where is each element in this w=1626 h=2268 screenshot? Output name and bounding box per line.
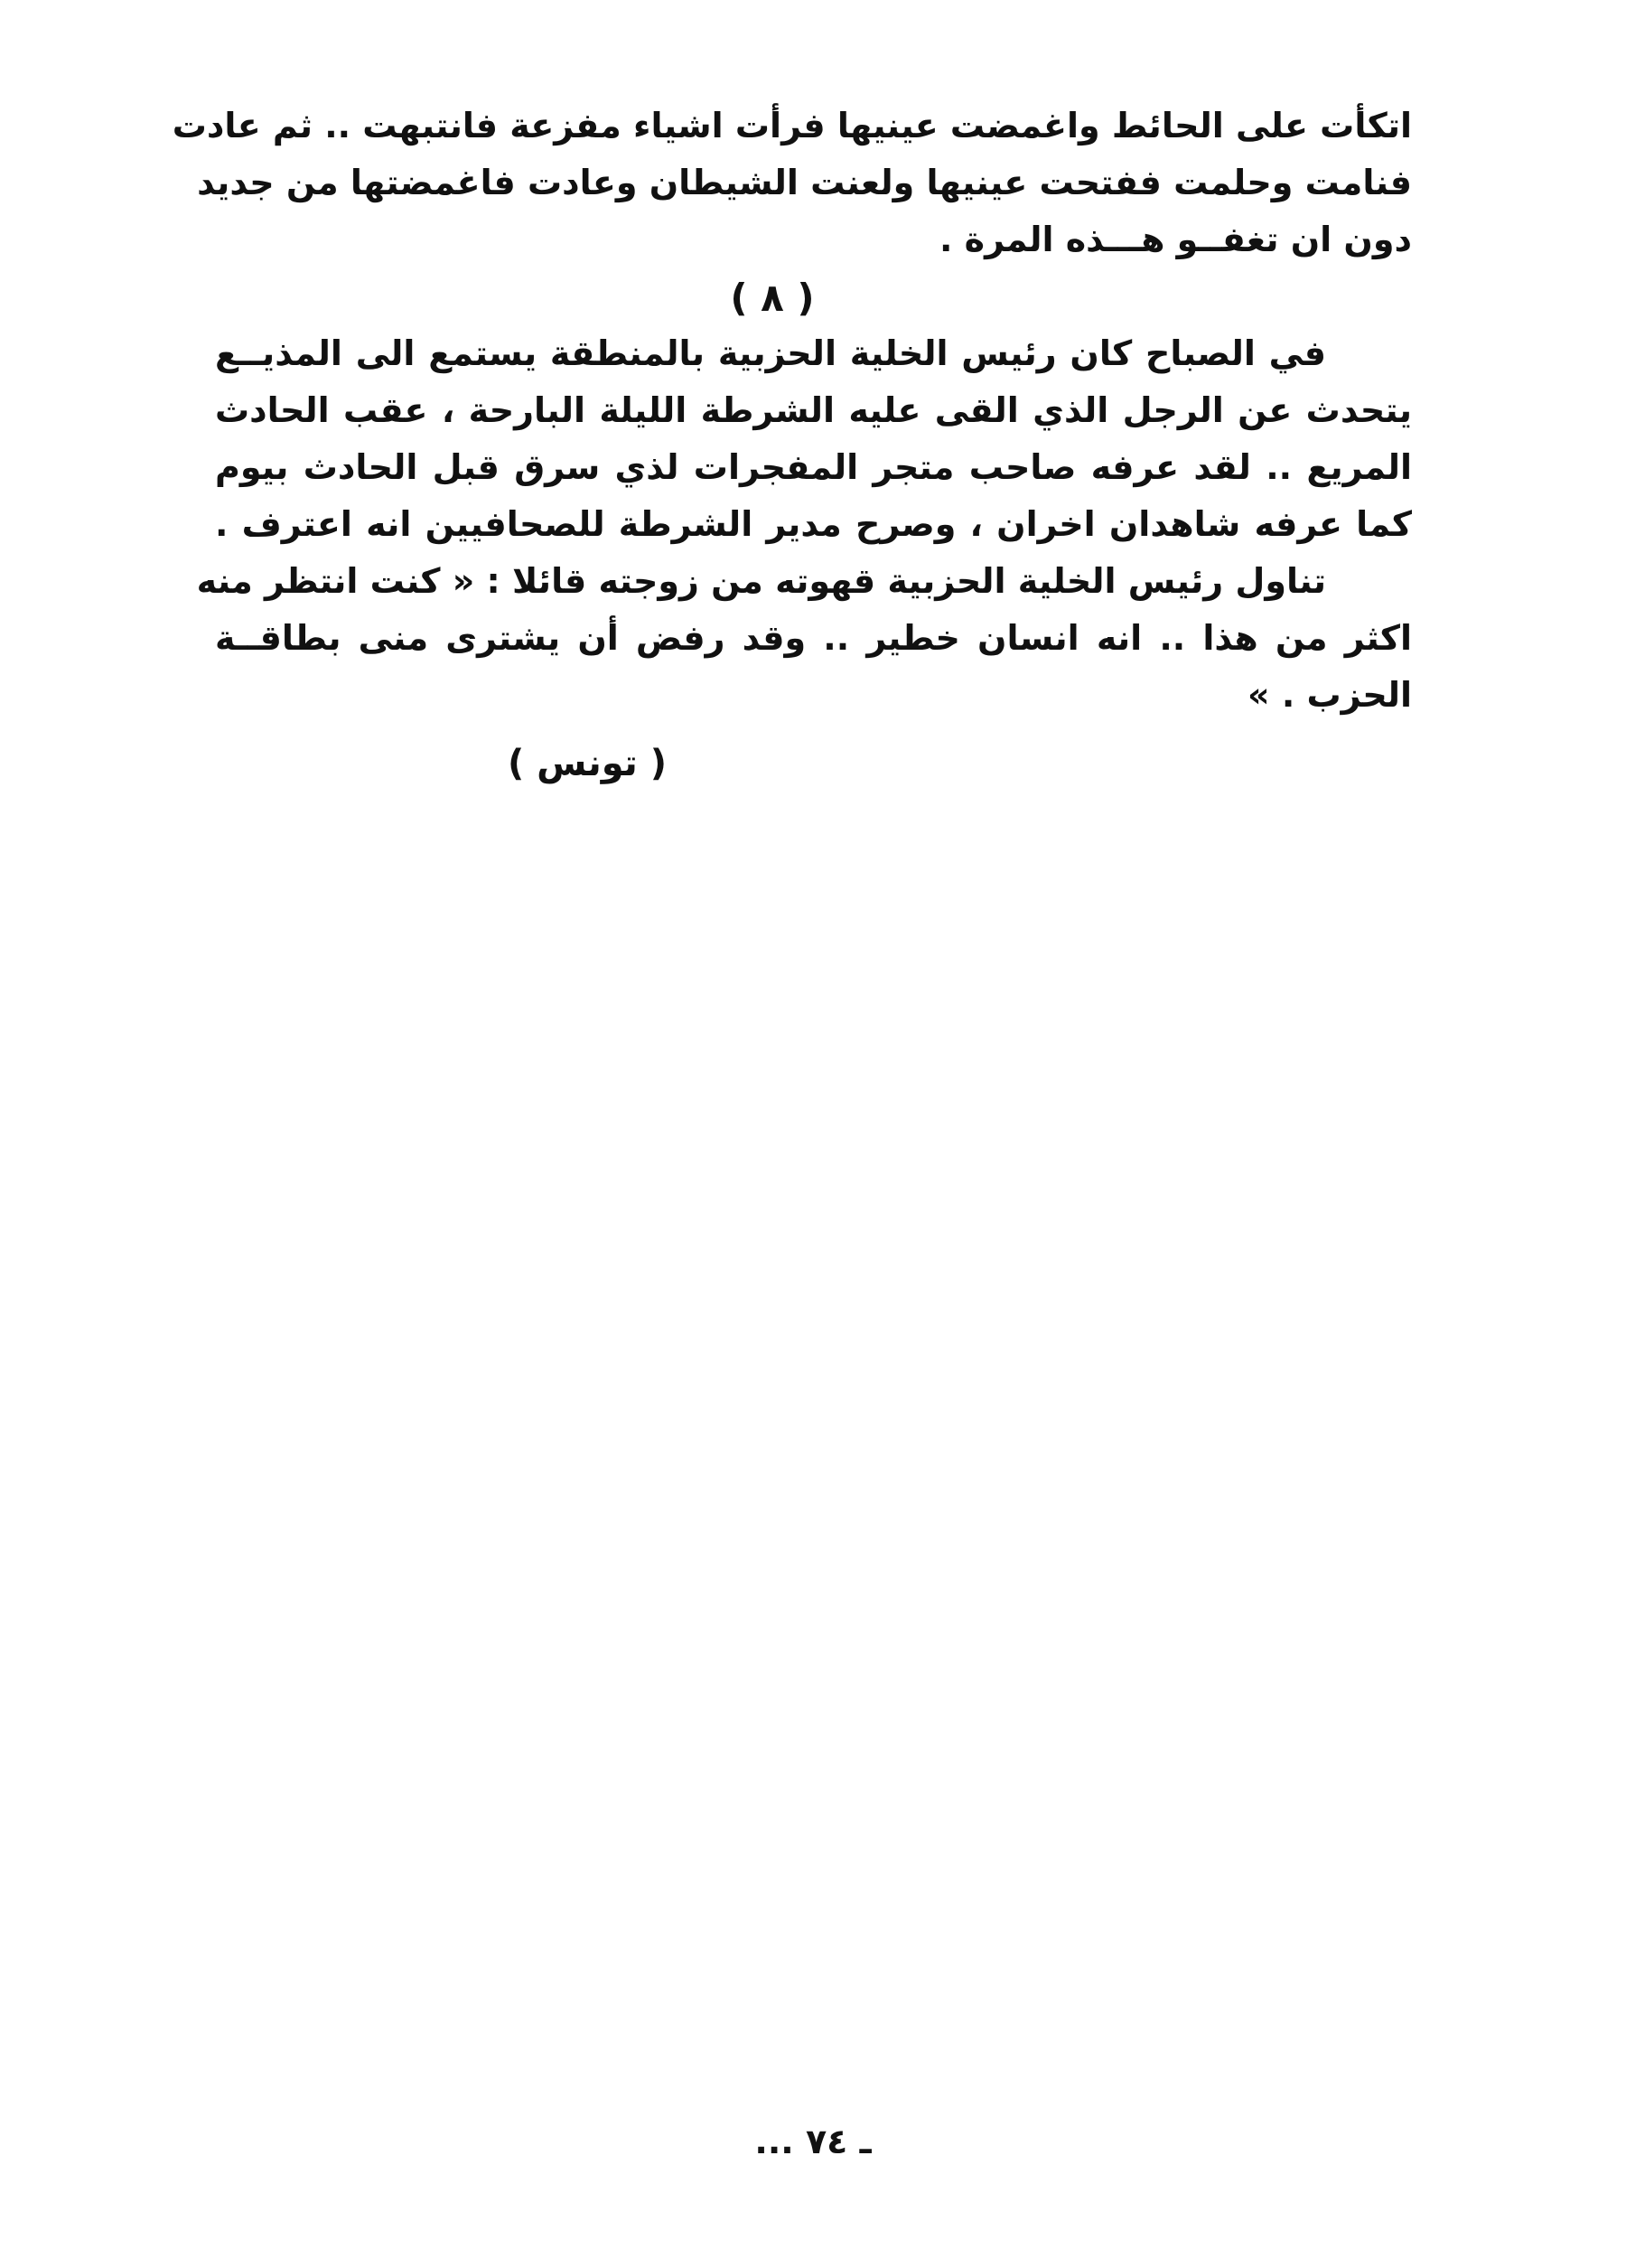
text-line: دون ان تغفــو هـــذه المرة . (939, 220, 1412, 259)
paragraph-body (196, 325, 1412, 724)
text-line: يتحدث عن الرجل الذي القى عليه الشرطة الليلة البارحة ، عقب الحادث (215, 390, 1412, 430)
text-line: في الصباح كان رئيس الخلية الحزبية بالمنطقة يستمع الى المذيــع (215, 333, 1326, 373)
text-line: الحزب . » (1248, 675, 1412, 715)
text-line: فنامت وحلمت ففتحت عينيها ولعنت الشيطان وعادت فاغمضتها من جديد (197, 163, 1412, 202)
page-number: ـ ٧٤ ... (754, 2122, 872, 2161)
section-number: ( ٨ ) (730, 276, 815, 320)
place-signature: ( تونس ) (507, 743, 668, 784)
text-line: اكثر من هذا .. انه انسان خطير .. وقد رفض أن يشترى منى بطاقــة (215, 618, 1412, 658)
paragraph-opening (172, 98, 1412, 268)
text-line: تناول رئيس الخلية الحزبية قهوته من زوجته قائلا : « كنت انتظر منه (196, 561, 1326, 601)
text-line: كما عرفه شاهدان اخران ، وصرح مدير الشرطة للصحافيين انه اعترف . (215, 504, 1412, 544)
text-line: المريع .. لقد عرفه صاحب متجر المفجرات لذي سرق قبل الحادث بيوم (215, 447, 1412, 487)
text-line: اتكأت على الحائط واغمضت عينيها فرأت اشياء مفزعة فانتبهت .. ثم عادت (172, 106, 1412, 145)
